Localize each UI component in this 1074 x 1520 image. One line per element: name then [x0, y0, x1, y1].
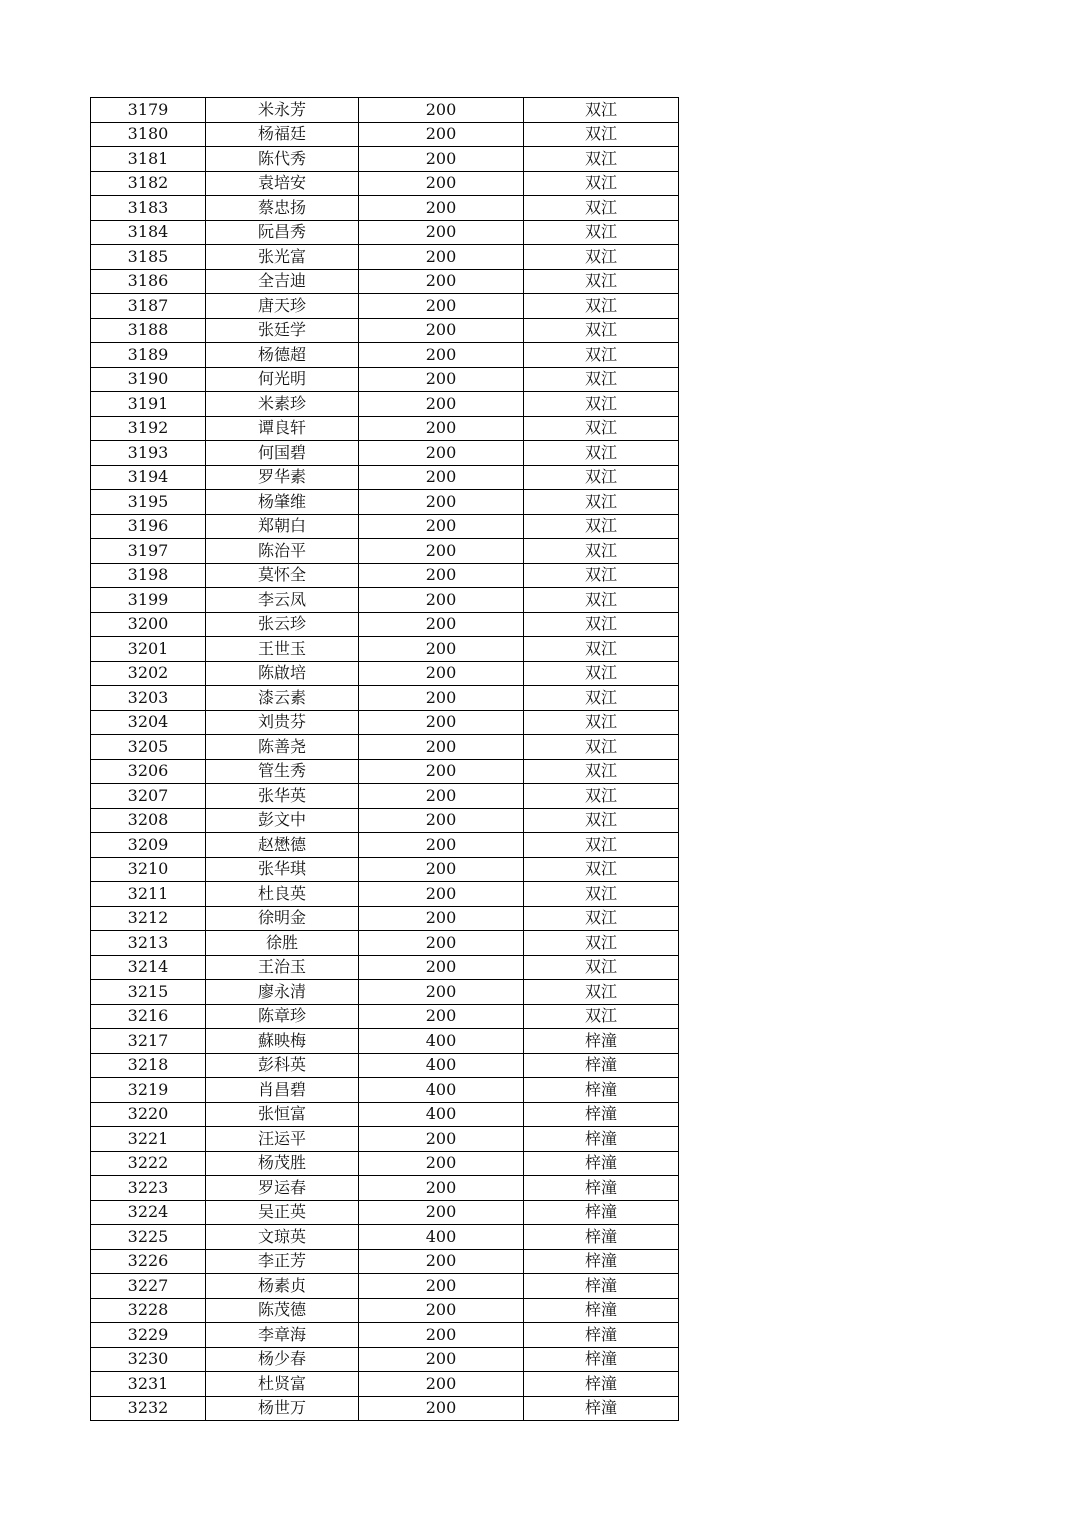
name-cell: 张光富 [206, 245, 359, 270]
amount-cell: 200 [359, 416, 524, 441]
name-cell: 蘇映梅 [206, 1029, 359, 1054]
row-id-cell: 3232 [91, 1396, 206, 1421]
name-cell: 米素珍 [206, 392, 359, 417]
place-cell: 梓潼 [524, 1176, 679, 1201]
place-cell: 梓潼 [524, 1274, 679, 1299]
place-cell: 双江 [524, 710, 679, 735]
place-cell: 双江 [524, 490, 679, 515]
row-id-cell: 3184 [91, 220, 206, 245]
table-row [91, 367, 679, 392]
place-cell: 双江 [524, 245, 679, 270]
row-id-cell: 3182 [91, 171, 206, 196]
place-cell: 梓潼 [524, 1225, 679, 1250]
table-row [91, 514, 679, 539]
table-row [91, 784, 679, 809]
row-id-cell: 3208 [91, 808, 206, 833]
row-id-cell: 3220 [91, 1102, 206, 1127]
amount-cell: 200 [359, 1151, 524, 1176]
name-cell: 蔡忠扬 [206, 196, 359, 221]
place-cell: 双江 [524, 465, 679, 490]
name-cell: 陈茂德 [206, 1298, 359, 1323]
name-cell: 王治玉 [206, 955, 359, 980]
name-cell: 罗华素 [206, 465, 359, 490]
name-cell: 谭良轩 [206, 416, 359, 441]
name-cell: 漆云素 [206, 686, 359, 711]
table-row [91, 1102, 679, 1127]
amount-cell: 200 [359, 392, 524, 417]
table-row [91, 318, 679, 343]
amount-cell: 200 [359, 465, 524, 490]
place-cell: 梓潼 [524, 1078, 679, 1103]
table-row [91, 882, 679, 907]
table-row [91, 441, 679, 466]
name-cell: 何光明 [206, 367, 359, 392]
amount-cell: 200 [359, 833, 524, 858]
name-cell: 杨肇维 [206, 490, 359, 515]
row-id-cell: 3228 [91, 1298, 206, 1323]
row-id-cell: 3200 [91, 612, 206, 637]
name-cell: 陈章珍 [206, 1004, 359, 1029]
row-id-cell: 3226 [91, 1249, 206, 1274]
row-id-cell: 3217 [91, 1029, 206, 1054]
name-cell: 彭科英 [206, 1053, 359, 1078]
amount-cell: 400 [359, 1053, 524, 1078]
name-cell: 何国碧 [206, 441, 359, 466]
table-row [91, 906, 679, 931]
table-row [91, 857, 679, 882]
name-cell: 刘贵芬 [206, 710, 359, 735]
place-cell: 梓潼 [524, 1127, 679, 1152]
place-cell: 双江 [524, 539, 679, 564]
amount-cell: 200 [359, 490, 524, 515]
name-cell: 全吉迪 [206, 269, 359, 294]
amount-cell: 200 [359, 1347, 524, 1372]
row-id-cell: 3215 [91, 980, 206, 1005]
place-cell: 双江 [524, 367, 679, 392]
name-cell: 阮昌秀 [206, 220, 359, 245]
place-cell: 双江 [524, 318, 679, 343]
place-cell: 双江 [524, 171, 679, 196]
name-cell: 吴正英 [206, 1200, 359, 1225]
table-row [91, 1127, 679, 1152]
name-cell: 米永芳 [206, 98, 359, 123]
place-cell: 梓潼 [524, 1249, 679, 1274]
table-row [91, 1298, 679, 1323]
row-id-cell: 3188 [91, 318, 206, 343]
table-row [91, 465, 679, 490]
name-cell: 李章海 [206, 1323, 359, 1348]
place-cell: 梓潼 [524, 1053, 679, 1078]
amount-cell: 200 [359, 906, 524, 931]
row-id-cell: 3179 [91, 98, 206, 123]
name-cell: 徐胜 [206, 931, 359, 956]
table-row [91, 1225, 679, 1250]
amount-cell: 200 [359, 269, 524, 294]
row-id-cell: 3205 [91, 735, 206, 760]
name-cell: 杨少春 [206, 1347, 359, 1372]
place-cell: 双江 [524, 784, 679, 809]
name-cell: 管生秀 [206, 759, 359, 784]
place-cell: 梓潼 [524, 1347, 679, 1372]
table-row [91, 1078, 679, 1103]
name-cell: 陈啟培 [206, 661, 359, 686]
place-cell: 双江 [524, 857, 679, 882]
table-row [91, 343, 679, 368]
row-id-cell: 3193 [91, 441, 206, 466]
row-id-cell: 3194 [91, 465, 206, 490]
place-cell: 双江 [524, 808, 679, 833]
row-id-cell: 3187 [91, 294, 206, 319]
place-cell: 双江 [524, 833, 679, 858]
table-row [91, 1372, 679, 1397]
name-cell: 陈治平 [206, 539, 359, 564]
table-row [91, 833, 679, 858]
place-cell: 双江 [524, 759, 679, 784]
amount-cell: 200 [359, 1127, 524, 1152]
table-row [91, 220, 679, 245]
table-row [91, 735, 679, 760]
row-id-cell: 3210 [91, 857, 206, 882]
place-cell: 双江 [524, 686, 679, 711]
table-row [91, 490, 679, 515]
amount-cell: 200 [359, 588, 524, 613]
row-id-cell: 3192 [91, 416, 206, 441]
amount-cell: 200 [359, 220, 524, 245]
amount-cell: 200 [359, 1372, 524, 1397]
place-cell: 双江 [524, 955, 679, 980]
name-cell: 杜良英 [206, 882, 359, 907]
amount-cell: 200 [359, 1396, 524, 1421]
name-cell: 杨素贞 [206, 1274, 359, 1299]
place-cell: 双江 [524, 416, 679, 441]
table-row [91, 955, 679, 980]
amount-cell: 200 [359, 1323, 524, 1348]
place-cell: 梓潼 [524, 1396, 679, 1421]
row-id-cell: 3191 [91, 392, 206, 417]
row-id-cell: 3190 [91, 367, 206, 392]
amount-cell: 200 [359, 735, 524, 760]
amount-cell: 400 [359, 1225, 524, 1250]
place-cell: 双江 [524, 269, 679, 294]
table-row [91, 1274, 679, 1299]
name-cell: 文琼英 [206, 1225, 359, 1250]
amount-cell: 200 [359, 931, 524, 956]
place-cell: 双江 [524, 637, 679, 662]
place-cell: 梓潼 [524, 1298, 679, 1323]
row-id-cell: 3219 [91, 1078, 206, 1103]
place-cell: 双江 [524, 294, 679, 319]
name-cell: 张恒富 [206, 1102, 359, 1127]
place-cell: 双江 [524, 980, 679, 1005]
table-row [91, 686, 679, 711]
table-row [91, 294, 679, 319]
name-cell: 莫怀全 [206, 563, 359, 588]
row-id-cell: 3195 [91, 490, 206, 515]
place-cell: 双江 [524, 98, 679, 123]
row-id-cell: 3186 [91, 269, 206, 294]
amount-cell: 200 [359, 612, 524, 637]
table-row [91, 563, 679, 588]
place-cell: 双江 [524, 612, 679, 637]
amount-cell: 200 [359, 1176, 524, 1201]
row-id-cell: 3211 [91, 882, 206, 907]
place-cell: 梓潼 [524, 1200, 679, 1225]
place-cell: 双江 [524, 147, 679, 172]
row-id-cell: 3209 [91, 833, 206, 858]
amount-cell: 200 [359, 514, 524, 539]
place-cell: 梓潼 [524, 1029, 679, 1054]
place-cell: 双江 [524, 882, 679, 907]
amount-cell: 200 [359, 637, 524, 662]
table-row [91, 416, 679, 441]
data-table [90, 97, 679, 1421]
amount-cell: 200 [359, 294, 524, 319]
table-row [91, 1151, 679, 1176]
row-id-cell: 3224 [91, 1200, 206, 1225]
row-id-cell: 3213 [91, 931, 206, 956]
amount-cell: 200 [359, 147, 524, 172]
row-id-cell: 3180 [91, 122, 206, 147]
table-row [91, 539, 679, 564]
table-row [91, 1004, 679, 1029]
table-row [91, 1347, 679, 1372]
table-row [91, 392, 679, 417]
row-id-cell: 3231 [91, 1372, 206, 1397]
table-row [91, 1200, 679, 1225]
amount-cell: 200 [359, 808, 524, 833]
table-row [91, 269, 679, 294]
amount-cell: 200 [359, 196, 524, 221]
row-id-cell: 3185 [91, 245, 206, 270]
amount-cell: 400 [359, 1078, 524, 1103]
amount-cell: 200 [359, 98, 524, 123]
place-cell: 双江 [524, 392, 679, 417]
name-cell: 陈代秀 [206, 147, 359, 172]
name-cell: 杜贤富 [206, 1372, 359, 1397]
place-cell: 双江 [524, 196, 679, 221]
place-cell: 双江 [524, 735, 679, 760]
row-id-cell: 3183 [91, 196, 206, 221]
table-row [91, 122, 679, 147]
table-row [91, 98, 679, 123]
amount-cell: 200 [359, 686, 524, 711]
name-cell: 袁培安 [206, 171, 359, 196]
name-cell: 肖昌碧 [206, 1078, 359, 1103]
name-cell: 徐明金 [206, 906, 359, 931]
amount-cell: 200 [359, 318, 524, 343]
table-row [91, 931, 679, 956]
name-cell: 张华英 [206, 784, 359, 809]
place-cell: 双江 [524, 906, 679, 931]
place-cell: 梓潼 [524, 1151, 679, 1176]
name-cell: 张云珍 [206, 612, 359, 637]
table-row [91, 245, 679, 270]
amount-cell: 400 [359, 1029, 524, 1054]
row-id-cell: 3201 [91, 637, 206, 662]
table-row [91, 808, 679, 833]
table-row [91, 980, 679, 1005]
name-cell: 罗运春 [206, 1176, 359, 1201]
table-row [91, 759, 679, 784]
row-id-cell: 3229 [91, 1323, 206, 1348]
row-id-cell: 3225 [91, 1225, 206, 1250]
table-row [91, 612, 679, 637]
row-id-cell: 3181 [91, 147, 206, 172]
amount-cell: 200 [359, 122, 524, 147]
amount-cell: 200 [359, 784, 524, 809]
table-row [91, 588, 679, 613]
amount-cell: 200 [359, 710, 524, 735]
name-cell: 廖永清 [206, 980, 359, 1005]
table-row [91, 147, 679, 172]
row-id-cell: 3227 [91, 1274, 206, 1299]
amount-cell: 200 [359, 980, 524, 1005]
name-cell: 彭文中 [206, 808, 359, 833]
row-id-cell: 3204 [91, 710, 206, 735]
table-body [91, 98, 679, 1421]
name-cell: 杨茂胜 [206, 1151, 359, 1176]
amount-cell: 200 [359, 661, 524, 686]
table-row [91, 1323, 679, 1348]
amount-cell: 200 [359, 759, 524, 784]
amount-cell: 200 [359, 563, 524, 588]
row-id-cell: 3230 [91, 1347, 206, 1372]
table-row [91, 710, 679, 735]
amount-cell: 200 [359, 343, 524, 368]
amount-cell: 200 [359, 955, 524, 980]
name-cell: 张廷学 [206, 318, 359, 343]
name-cell: 李云凤 [206, 588, 359, 613]
row-id-cell: 3196 [91, 514, 206, 539]
table-row [91, 171, 679, 196]
row-id-cell: 3221 [91, 1127, 206, 1152]
table-row [91, 1176, 679, 1201]
row-id-cell: 3199 [91, 588, 206, 613]
row-id-cell: 3202 [91, 661, 206, 686]
name-cell: 汪运平 [206, 1127, 359, 1152]
place-cell: 双江 [524, 563, 679, 588]
row-id-cell: 3223 [91, 1176, 206, 1201]
amount-cell: 200 [359, 367, 524, 392]
row-id-cell: 3189 [91, 343, 206, 368]
name-cell: 唐天珍 [206, 294, 359, 319]
row-id-cell: 3218 [91, 1053, 206, 1078]
amount-cell: 200 [359, 441, 524, 466]
name-cell: 赵懋德 [206, 833, 359, 858]
amount-cell: 400 [359, 1102, 524, 1127]
place-cell: 双江 [524, 441, 679, 466]
row-id-cell: 3216 [91, 1004, 206, 1029]
amount-cell: 200 [359, 245, 524, 270]
table-row [91, 1249, 679, 1274]
row-id-cell: 3212 [91, 906, 206, 931]
place-cell: 梓潼 [524, 1102, 679, 1127]
name-cell: 陈善尧 [206, 735, 359, 760]
place-cell: 双江 [524, 343, 679, 368]
amount-cell: 200 [359, 539, 524, 564]
amount-cell: 200 [359, 1004, 524, 1029]
amount-cell: 200 [359, 882, 524, 907]
table-row [91, 1053, 679, 1078]
name-cell: 王世玉 [206, 637, 359, 662]
table-row [91, 661, 679, 686]
name-cell: 杨世万 [206, 1396, 359, 1421]
amount-cell: 200 [359, 1298, 524, 1323]
amount-cell: 200 [359, 857, 524, 882]
place-cell: 双江 [524, 514, 679, 539]
name-cell: 李正芳 [206, 1249, 359, 1274]
amount-cell: 200 [359, 1200, 524, 1225]
table-row [91, 1029, 679, 1054]
table-row [91, 1396, 679, 1421]
row-id-cell: 3214 [91, 955, 206, 980]
row-id-cell: 3222 [91, 1151, 206, 1176]
place-cell: 双江 [524, 122, 679, 147]
name-cell: 杨福廷 [206, 122, 359, 147]
name-cell: 杨德超 [206, 343, 359, 368]
name-cell: 张华琪 [206, 857, 359, 882]
place-cell: 双江 [524, 931, 679, 956]
name-cell: 郑朝白 [206, 514, 359, 539]
place-cell: 双江 [524, 588, 679, 613]
place-cell: 双江 [524, 661, 679, 686]
row-id-cell: 3198 [91, 563, 206, 588]
place-cell: 双江 [524, 1004, 679, 1029]
table-row [91, 196, 679, 221]
row-id-cell: 3207 [91, 784, 206, 809]
place-cell: 梓潼 [524, 1323, 679, 1348]
row-id-cell: 3197 [91, 539, 206, 564]
row-id-cell: 3206 [91, 759, 206, 784]
row-id-cell: 3203 [91, 686, 206, 711]
table-row [91, 637, 679, 662]
amount-cell: 200 [359, 1274, 524, 1299]
place-cell: 双江 [524, 220, 679, 245]
place-cell: 梓潼 [524, 1372, 679, 1397]
amount-cell: 200 [359, 1249, 524, 1274]
amount-cell: 200 [359, 171, 524, 196]
